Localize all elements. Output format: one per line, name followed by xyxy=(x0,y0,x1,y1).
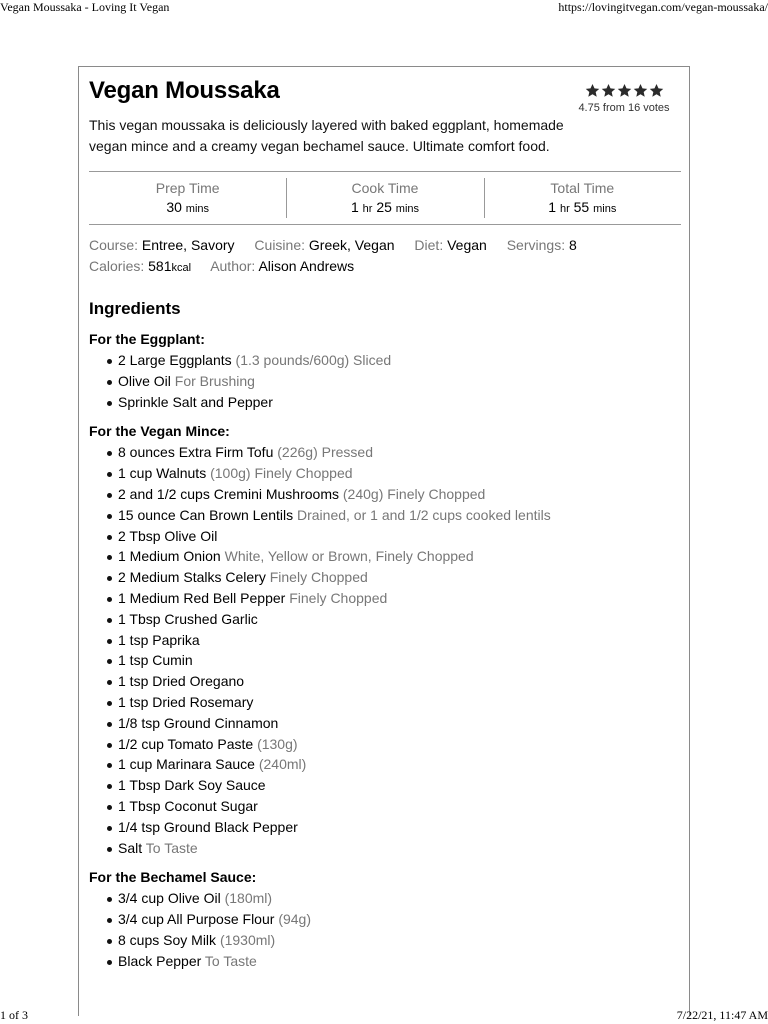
star-icon[interactable] xyxy=(585,83,600,98)
star-icon[interactable] xyxy=(649,83,664,98)
ingredient-text: 1 Tbsp Crushed Garlic xyxy=(118,610,258,627)
ingredient-note: (180ml) xyxy=(224,890,273,907)
ingredient-list xyxy=(89,442,681,858)
print-footer xyxy=(0,1008,768,1024)
recipe-meta xyxy=(89,235,681,279)
ingredient-text: 2 Large Eggplants xyxy=(118,352,232,368)
ingredient-item xyxy=(105,463,681,484)
ingredient-text: 1/8 tsp Ground Cinnamon xyxy=(118,714,279,731)
ingredient-note: To Taste xyxy=(145,839,198,856)
ingredient-text: 2 and 1/2 cups Cremini Mushrooms xyxy=(118,485,339,502)
rating-text: 4.75 from 16 votes xyxy=(578,102,670,114)
print-page-title: Vegan Moussaka - Loving It Vegan xyxy=(0,0,170,14)
ingredient-item xyxy=(105,505,681,526)
ingredient-text: 1 Tbsp Dark Soy Sauce xyxy=(118,777,266,794)
ingredient-text: Salt xyxy=(118,839,143,856)
recipe-card xyxy=(78,66,690,1016)
ingredient-item xyxy=(105,734,681,755)
ingredient-text: 1 Medium Onion xyxy=(118,548,221,565)
ingredient-text: 15 ounce Can Brown Lentils xyxy=(118,506,294,523)
ingredient-note: (226g) Pressed xyxy=(277,444,373,461)
rating-stars[interactable] xyxy=(569,83,679,98)
ingredient-item xyxy=(105,671,681,692)
recipe-times xyxy=(89,171,681,225)
ingredient-text: 1/4 tsp Ground Black Pepper xyxy=(118,818,298,835)
ingredient-group xyxy=(89,421,681,858)
ingredient-text: 8 cups Soy Milk xyxy=(118,931,217,948)
meta-author: Author: Alison Andrews xyxy=(210,258,355,274)
ingredient-text: Olive Oil xyxy=(118,372,171,389)
ingredient-text: 1 cup Walnuts xyxy=(118,465,207,482)
ingredient-item xyxy=(105,775,681,796)
ingredient-item xyxy=(105,442,681,463)
ingredient-item xyxy=(105,888,681,909)
ingredient-item xyxy=(105,630,681,651)
time-value xyxy=(484,199,681,215)
ingredient-item xyxy=(105,754,681,775)
meta-servings: Servings: 8 xyxy=(506,237,577,253)
ingredient-text: 1 tsp Dried Rosemary xyxy=(118,693,254,710)
ingredient-note: (1930ml) xyxy=(219,931,276,948)
ingredient-group xyxy=(89,329,681,412)
time-unit: mins xyxy=(395,203,420,215)
print-timestamp: 7/22/21, 11:47 AM xyxy=(676,1008,768,1022)
ingredient-note: White, Yellow or Brown, Finely Chopped xyxy=(224,548,474,565)
ingredient-item xyxy=(105,692,681,713)
ingredient-note: (130g) xyxy=(257,735,298,752)
time-number: 1 xyxy=(350,199,359,215)
ingredient-item xyxy=(105,609,681,630)
time-value xyxy=(89,199,286,215)
ingredient-text: 1 Tbsp Coconut Sugar xyxy=(118,797,258,814)
ingredient-item xyxy=(105,526,681,547)
print-header xyxy=(0,0,768,16)
ingredient-item xyxy=(105,546,681,567)
ingredient-item xyxy=(105,567,681,588)
ingredient-text: 1 cup Marinara Sauce xyxy=(118,756,255,773)
meta-course: Course: Entree, Savory xyxy=(89,237,235,253)
print-page-count: 1 of 3 xyxy=(0,1008,28,1022)
ingredient-group-title: For the Vegan Mince: xyxy=(89,423,230,440)
time-unit: mins xyxy=(185,203,210,215)
ingredient-item xyxy=(105,484,681,505)
ingredient-text: 1 tsp Paprika xyxy=(118,631,200,648)
meta-row-2 xyxy=(89,256,681,279)
time-value xyxy=(286,199,483,215)
ingredient-text: 3/4 cup All Purpose Flour xyxy=(118,911,275,928)
recipe-rating xyxy=(569,83,679,114)
ingredient-item xyxy=(105,650,681,671)
ingredient-item xyxy=(105,350,681,371)
ingredient-groups xyxy=(89,329,681,972)
ingredient-item xyxy=(105,930,681,951)
time-number: 25 xyxy=(376,199,392,215)
time-number: 55 xyxy=(573,199,590,215)
time-prep-time xyxy=(89,172,286,224)
ingredient-group xyxy=(89,867,681,971)
ingredient-text: 3/4 cup Olive Oil xyxy=(118,890,221,907)
time-number: 30 xyxy=(166,199,182,215)
recipe-title: Vegan Moussaka xyxy=(89,77,280,104)
ingredient-text: 2 Medium Stalks Celery xyxy=(118,569,266,586)
ingredient-text: 2 Tbsp Olive Oil xyxy=(118,527,218,544)
ingredient-list xyxy=(89,888,681,971)
time-number: 1 xyxy=(548,199,557,215)
meta-diet: Diet: Vegan xyxy=(414,237,487,253)
ingredient-item xyxy=(105,817,681,838)
ingredient-note: Drained, or 1 and 1/2 cups cooked lentils xyxy=(297,506,551,523)
ingredient-list xyxy=(89,350,681,412)
meta-cuisine: Cuisine: Greek, Vegan xyxy=(254,237,395,253)
time-label: Cook Time xyxy=(351,180,419,196)
ingredient-note: Finely Chopped xyxy=(289,589,388,606)
ingredient-text: 1 tsp Dried Oregano xyxy=(118,673,245,690)
star-icon[interactable] xyxy=(617,83,632,98)
ingredient-item xyxy=(105,909,681,930)
ingredients-heading: Ingredients xyxy=(89,299,181,318)
ingredient-item xyxy=(105,838,681,859)
time-label: Total Time xyxy=(550,180,615,196)
ingredient-note: To Taste xyxy=(204,952,257,969)
time-unit: hr xyxy=(362,203,373,215)
ingredient-item xyxy=(105,588,681,609)
star-icon[interactable] xyxy=(633,83,648,98)
ingredient-note: For Brushing xyxy=(174,372,255,389)
meta-calories: Calories: 581kcal xyxy=(89,258,192,274)
time-unit: hr xyxy=(559,203,570,215)
recipe-summary: This vegan moussaka is deliciously layered with baked eggplant, homemade vegan mince and a creamy vegan bechamel sauce. Ultimate comfort food. xyxy=(89,117,564,154)
ingredient-note: (100g) Finely Chopped xyxy=(210,465,353,482)
meta-row-1 xyxy=(89,235,681,256)
ingredient-note: (94g) xyxy=(278,911,311,928)
ingredient-note: (1.3 pounds/600g) Sliced xyxy=(235,352,392,368)
ingredient-item xyxy=(105,951,681,972)
ingredient-group-title: For the Bechamel Sauce: xyxy=(89,869,257,886)
ingredient-note: Finely Chopped xyxy=(269,569,368,586)
ingredient-text: 1/2 cup Tomato Paste xyxy=(118,735,254,752)
star-icon[interactable] xyxy=(601,83,616,98)
ingredient-text: Black Pepper xyxy=(118,952,202,969)
time-label: Prep Time xyxy=(155,180,220,196)
ingredient-note: (240ml) xyxy=(258,756,307,773)
ingredient-text: 8 ounces Extra Firm Tofu xyxy=(118,444,274,461)
ingredient-item xyxy=(105,796,681,817)
time-unit: mins xyxy=(593,203,617,215)
ingredient-text: 1 tsp Cumin xyxy=(118,652,193,669)
ingredient-item xyxy=(105,371,681,392)
print-url: https://lovingitvegan.com/vegan-moussaka/ xyxy=(558,0,768,14)
ingredient-group-title: For the Eggplant: xyxy=(89,331,205,347)
ingredient-item xyxy=(105,713,681,734)
ingredient-note: (240g) Finely Chopped xyxy=(342,485,486,502)
ingredient-text: 1 Medium Red Bell Pepper xyxy=(118,589,286,606)
time-cook-time xyxy=(286,172,483,224)
time-total-time xyxy=(484,172,681,224)
ingredient-item xyxy=(105,392,681,413)
ingredient-text: Sprinkle Salt and Pepper xyxy=(118,393,273,410)
